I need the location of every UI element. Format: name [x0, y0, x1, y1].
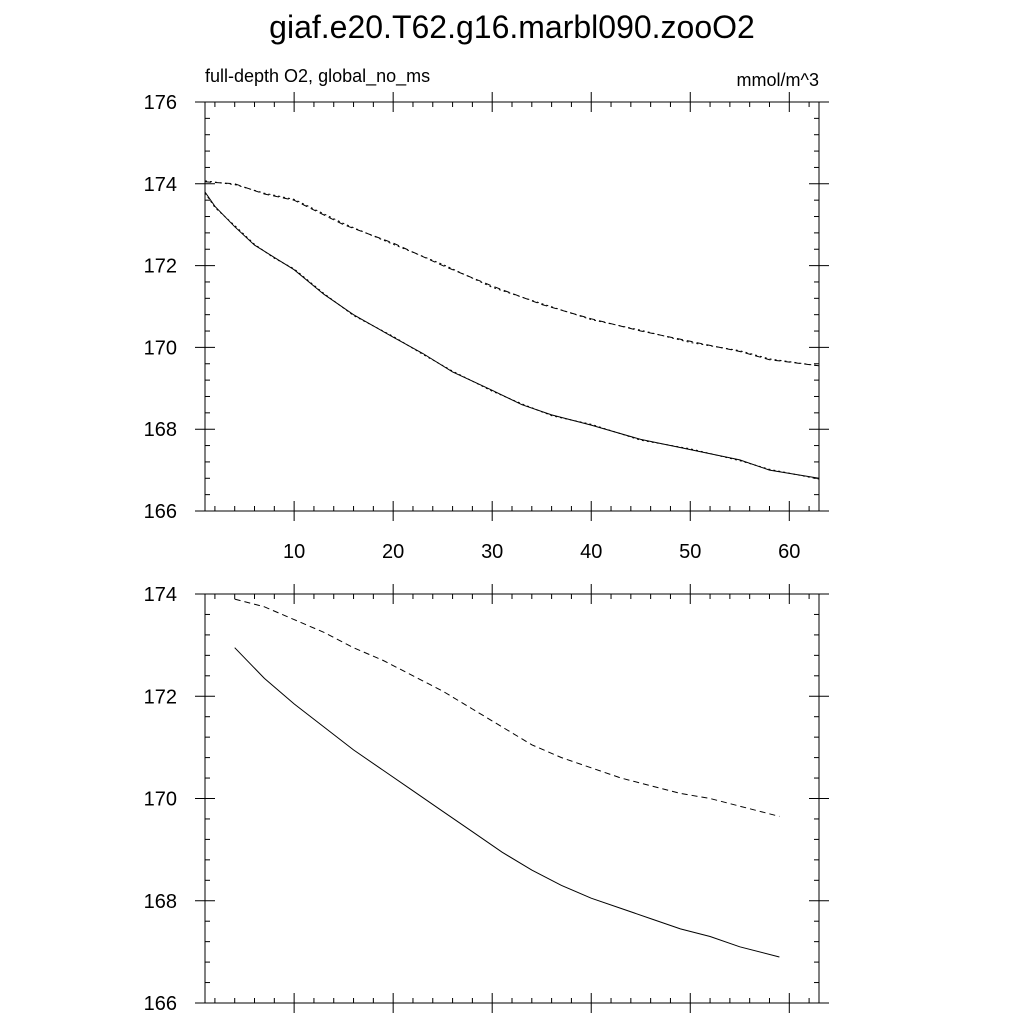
y-tick-label: 166 [143, 501, 177, 523]
x-tick-label: 50 [679, 541, 702, 563]
chart-title: giaf.e20.T62.g16.marbl090.zooO2 [269, 9, 755, 45]
series-line-3 [205, 193, 819, 479]
panel-units-label: mmol/m^3 [736, 70, 819, 90]
y-tick-label: 176 [143, 92, 177, 114]
y-tick-label: 174 [143, 173, 177, 196]
y-tick-label: 166 [143, 993, 177, 1015]
series-line-1 [205, 181, 819, 366]
y-tick-label: 172 [143, 686, 177, 709]
x-tick-label: 40 [580, 541, 603, 563]
plot-frame [205, 102, 819, 511]
y-tick-label: 174 [143, 584, 177, 606]
series-line-1 [235, 648, 780, 957]
x-tick-label: 30 [481, 541, 504, 563]
series-line-0 [235, 599, 780, 816]
top-panel [144, 66, 829, 563]
x-tick-label: 20 [382, 541, 405, 563]
y-tick-label: 168 [143, 419, 177, 442]
bottom-panel [144, 584, 829, 1015]
series-line-0 [205, 182, 819, 366]
y-tick-label: 170 [143, 788, 177, 811]
y-tick-label: 168 [143, 890, 177, 913]
panel-left-label: full-depth O2, global_no_ms [205, 66, 431, 86]
x-tick-label: 10 [283, 541, 306, 563]
y-tick-label: 172 [143, 255, 177, 278]
y-tick-label: 170 [143, 337, 177, 360]
series-line-2 [205, 192, 819, 478]
plot-frame [205, 594, 819, 1003]
x-tick-label: 60 [778, 541, 801, 563]
